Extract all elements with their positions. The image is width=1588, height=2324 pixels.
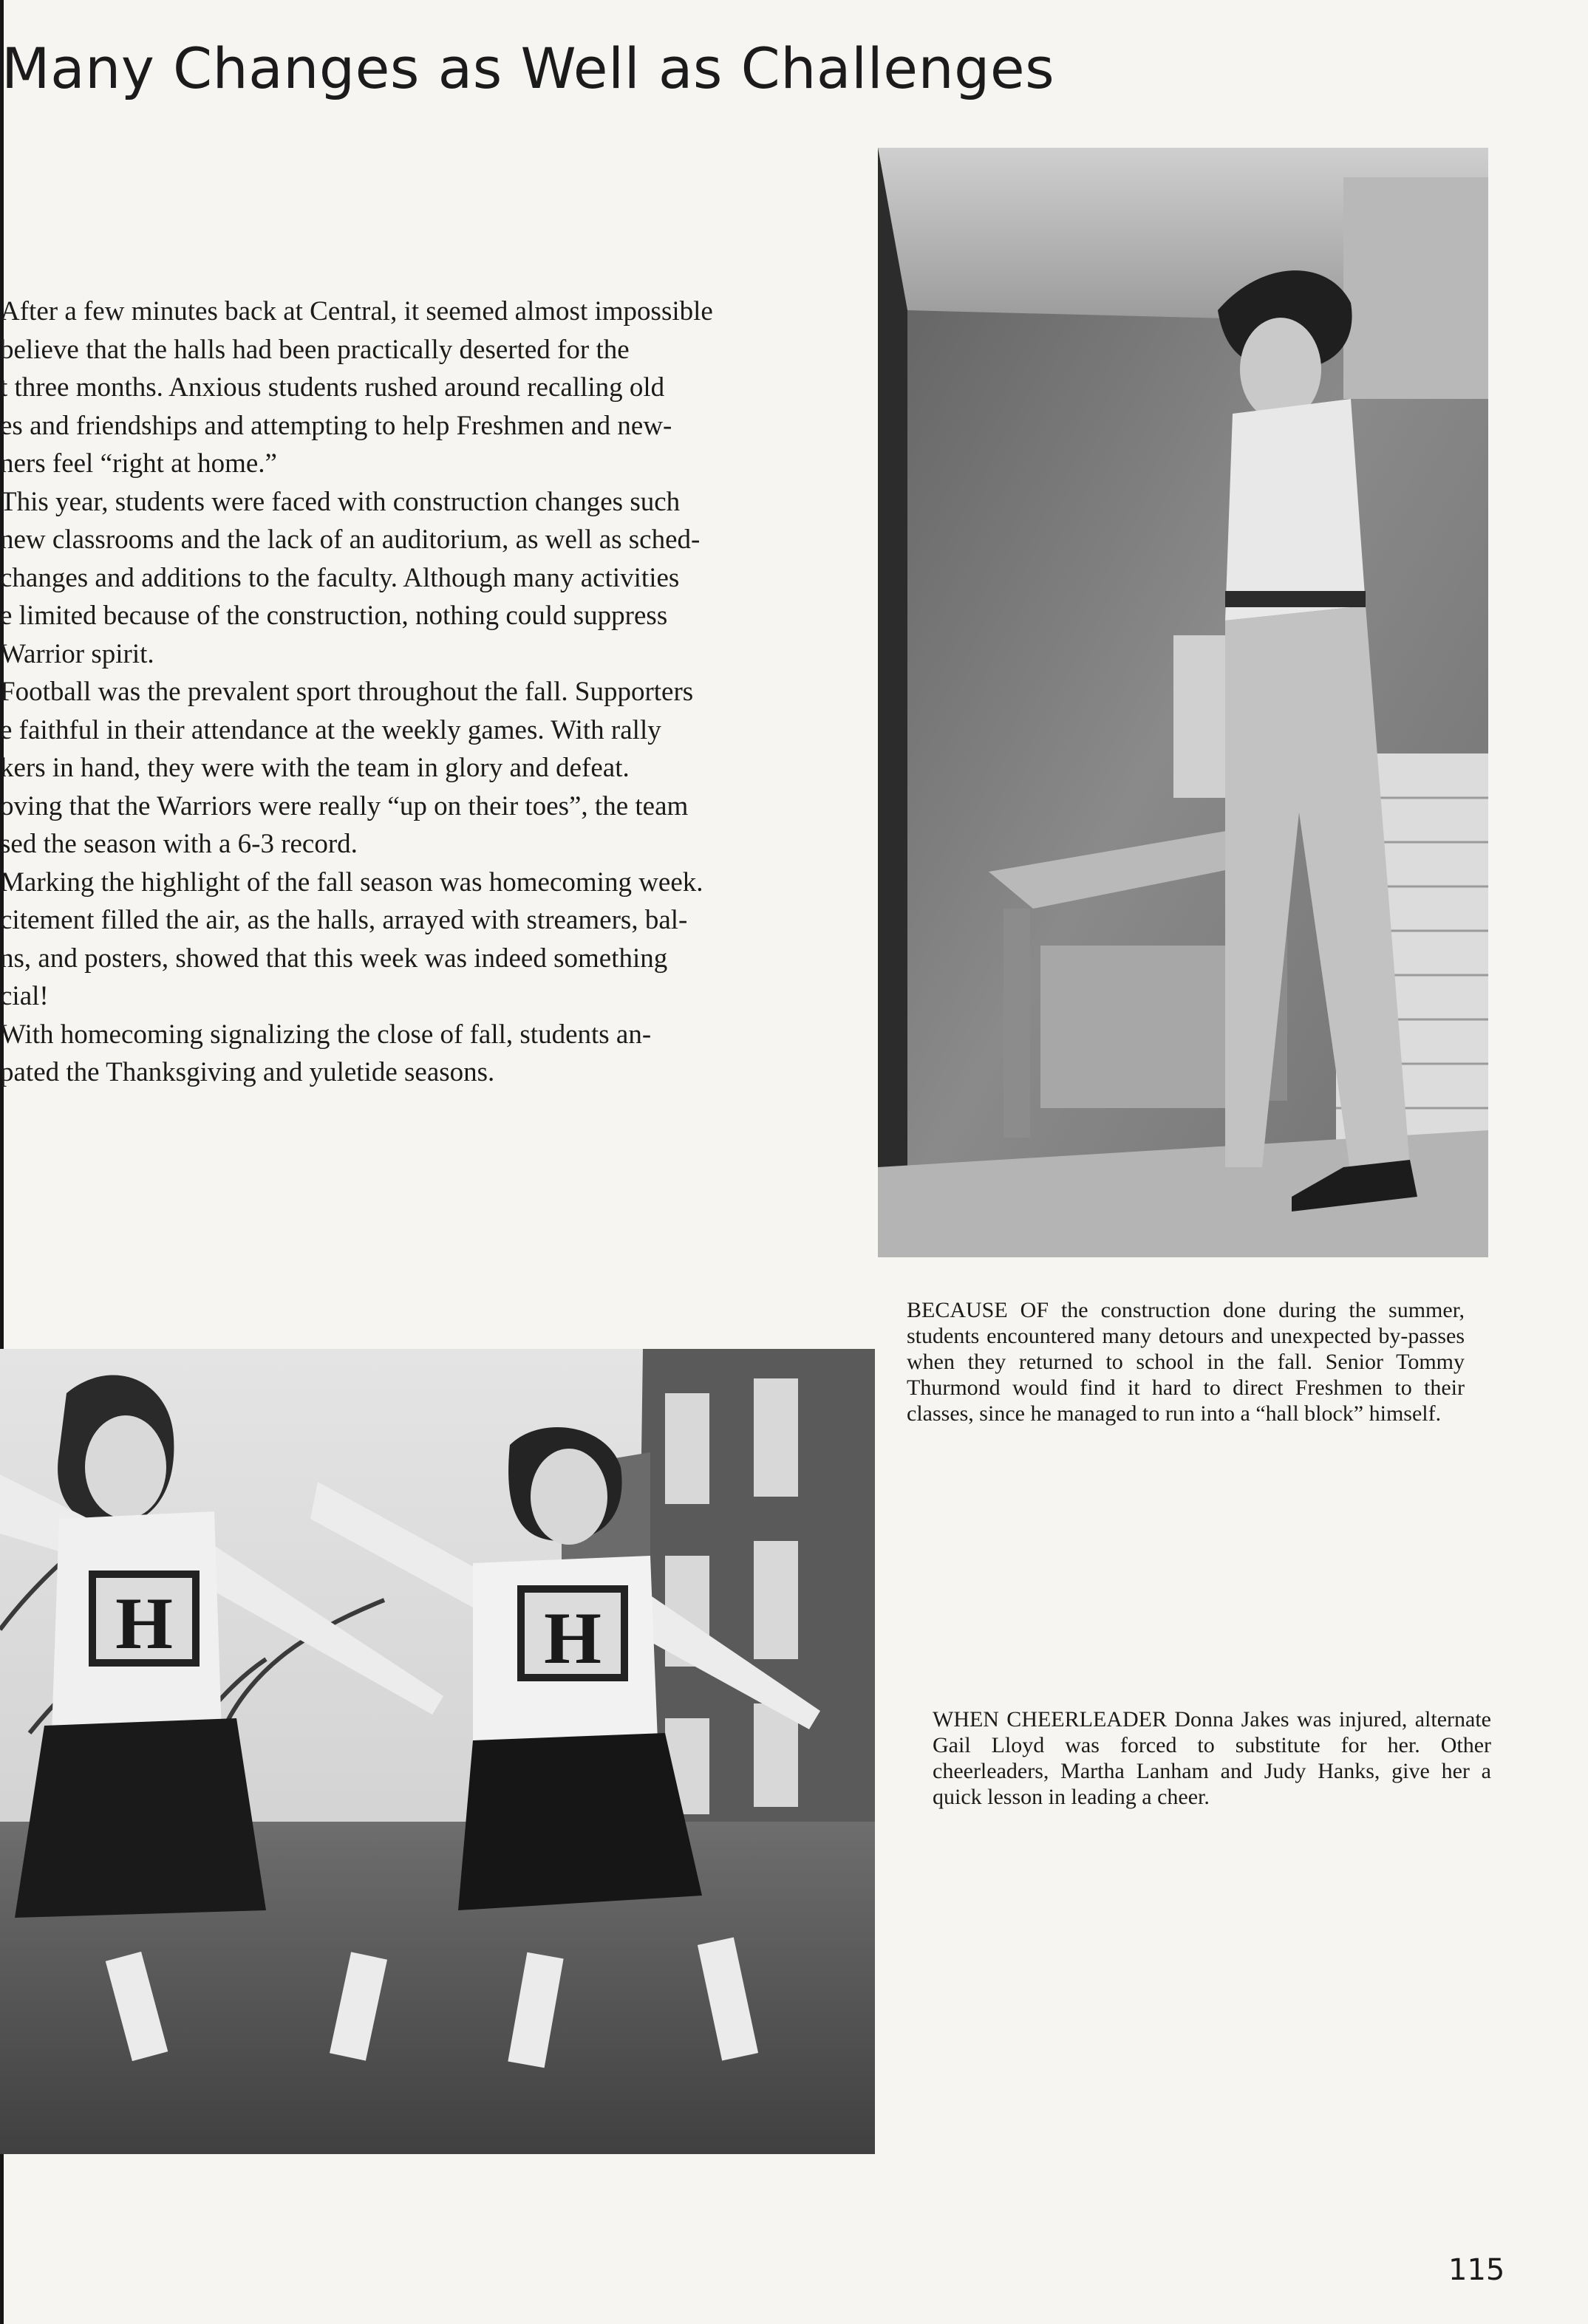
body-line: sed the season with a 6-3 record.: [0, 829, 358, 859]
body-line: oving that the Warriors were really “up on their toes”, the team: [0, 790, 689, 821]
body-line: Marking the highlight of the fall season was homecoming week.: [0, 867, 703, 898]
sweater-letter: H: [544, 1597, 602, 1679]
body-line: cial!: [0, 981, 49, 1011]
cheerleaders-photo: [0, 1349, 875, 2154]
construction-photo: [878, 148, 1488, 1257]
page-number: 115: [1448, 2253, 1505, 2287]
body-line: With homecoming signalizing the close of fall, students an-: [0, 1019, 652, 1050]
body-line: pated the Thanksgiving and yuletide seasons.: [0, 1057, 495, 1087]
body-line: believe that the halls had been practically deserted for the: [0, 334, 630, 365]
cheerleaders-photo-caption: WHEN CHEERLEADER Donna Jakes was injured, alternate Gail Lloyd was forced to substitute for her. Other cheerleaders, Martha Lanham and Judy Hanks, give her a quick lesson in leading a cheer.: [933, 1707, 1491, 1809]
body-line: Warrior spirit.: [0, 638, 154, 669]
sweater-letter: H: [115, 1582, 173, 1664]
body-line: Football was the prevalent sport throughout the fall. Supporters: [0, 677, 694, 707]
body-line: t three months. Anxious students rushed around recalling old: [0, 372, 665, 403]
body-line: After a few minutes back at Central, it seemed almost impossible: [0, 296, 713, 327]
body-copy: [0, 293, 835, 1092]
body-line: ners feel “right at home.”: [0, 448, 277, 479]
body-line: e faithful in their attendance at the weekly games. With rally: [0, 714, 661, 745]
body-line: changes and additions to the faculty. Although many activities: [0, 562, 680, 593]
construction-photo-caption: BECAUSE OF the construction done during the summer, students encountered many detours and unexpected by-passes when they returned to school in the fall. Senior Tommy Thurmond would find it hard to direct Freshmen to their classes, since he managed to run into a “hall block” himself.: [907, 1298, 1465, 1426]
body-line: ns, and posters, showed that this week was indeed something: [0, 943, 668, 974]
body-line: citement filled the air, as the halls, arrayed with streamers, bal-: [0, 905, 688, 935]
body-line: e limited because of the construction, nothing could suppress: [0, 601, 668, 631]
body-line: kers in hand, they were with the team in glory and defeat.: [0, 753, 630, 783]
body-line: new classrooms and the lack of an auditorium, as well as sched-: [0, 524, 701, 555]
page-headline: Many Changes as Well as Challenges: [1, 35, 1055, 101]
body-line: This year, students were faced with construction changes such: [0, 486, 681, 517]
body-line: es and friendships and attempting to help Freshmen and new-: [0, 410, 672, 441]
